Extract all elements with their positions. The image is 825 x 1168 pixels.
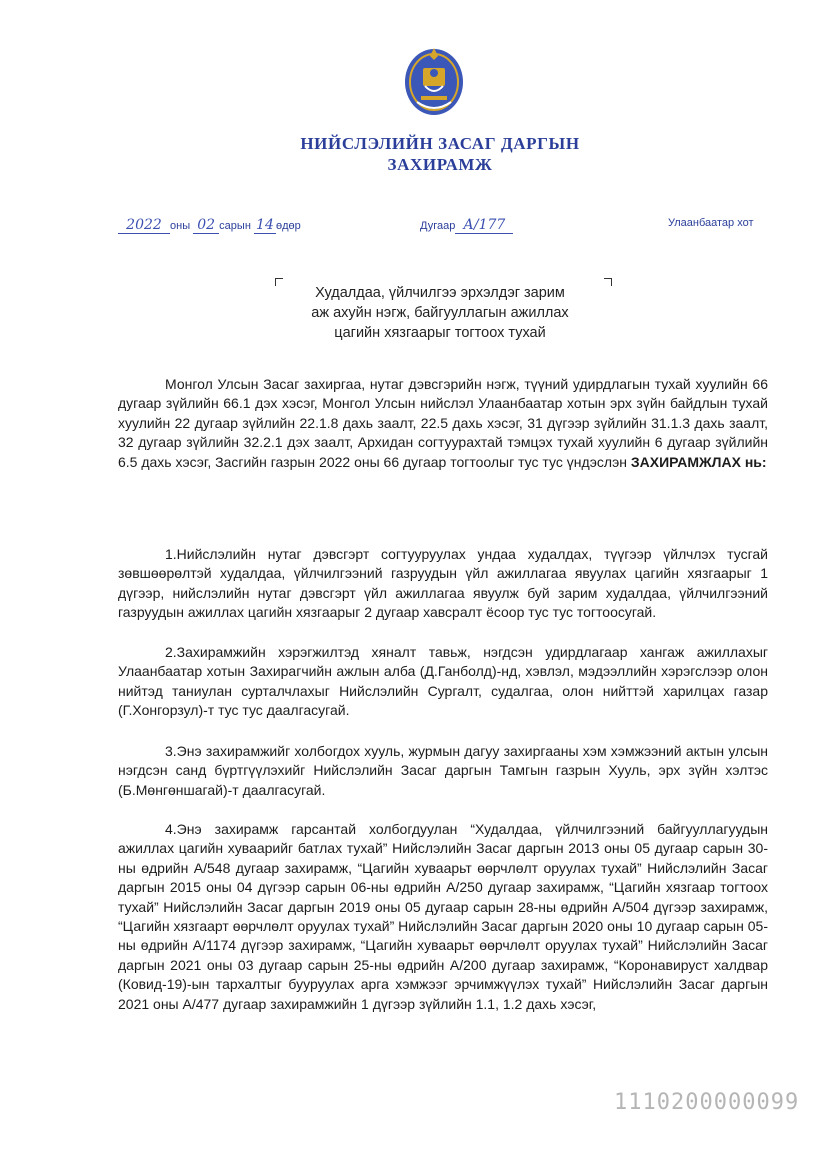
document-serial-number: 1110200000099 [614,1090,800,1115]
clause-3-paragraph: 3.Энэ захирамжийг холбогдох хууль, журмын дагуу захиргааны хэм хэмжээний актын улсын нэгдсэн санд бүртгүүлэхийг Нийслэлийн Засаг даргын Тамгын газрын Хууль, эрх зүйн хэлтэс (Б.Мөнгөншагай)-т даалгасугай. [118,743,768,798]
subject-line2: аж ахуйн нэгж, байгууллагын ажиллах [311,305,569,321]
date-day-suffix: өдөр [275,220,301,232]
clause-4-paragraph: 4.Энэ захирамж гарсантай холбогдуулан “Худалдаа, үйлчилгээний байгууллагуудын ажиллах цагийн хуваарийг батлах тухай” Нийслэлийн Засаг даргын 2013 оны 05 дугаар сарын 30-ны өдрийн А/548 дугаар захирамж, “Цагийн хуваарьт өөрчлөлт оруулах тухай” Нийслэлийн Засаг даргын 2015 оны 04 дүгээр сарын 06-ны өдрийн А/250 дугаар захирамж, “Цагийн хязгаар тогтоох тухай” Нийслэлийн Засаг даргын 2019 оны 05 дугаар сарын 28-ны өдрийн А/504 дүгээр захирамж, “Цагийн хязгаарт өөрчлөлт оруулах тухай” Нийслэлийн Засаг даргын 2020 оны 10 дугаар сарын 05-ны өдрийн А/1174 дүгээр захирамж, “Цагийн хуваарьт өөрчлөлт оруулах тухай” Нийслэлийн Засаг даргын 2021 оны 03 дугаар сарын 25-ны өдрийн А/200 дугаар захирамж, “Коронавируст халдвар (Ковид-19)-ын тархалтыг бууруулах арга хэмжээг эрчимжүүлэх тухай” Нийслэлийн Засаг даргын 2021 оны А/477 дугаар захирамжийн 1 дүгээр зүйлийн 1.1, 1.2 дахь хэсэг, [118,821,768,1012]
date-month: 02 [193,217,219,234]
date-month-suffix: сарын [219,220,251,232]
preamble-decree-keyword: ЗАХИРАМЖЛАХ нь: [630,453,767,470]
decree-city: Улаанбаатар хот [668,217,754,229]
header-title-line2: ЗАХИРАМЖ [387,155,493,174]
date-year-suffix: оны [170,220,191,232]
date-day: 14 [254,217,276,234]
preamble-text: Монгол Улсын Засаг захиргаа, нутаг дэвсгэрийн нэгж, түүний удирдлагын тухай хуулийн 66 дугаар зүйлийн 66.1 дэх хэсэг, Монгол Улсын нийслэл Улаанбаатар хотын эрх зүйн байдлын тухай хуулийн 22 дугаар зүйлийн 22.1.8 дахь заалт, 22.5 дахь хэсэг, 31 дүгээр зүйлийн 31.1.3 дахь заалт, 32 дугаар зүйлийн 32.2.1 дэх заалт, Архидан согтуурахтай тэмцэх тухай хуулийн 6 дугаар зүйлийн 6.5 дахь хэсэг, Засгийн газрын 2022 оны 66 дугаар тогтоолыг тус тус үндэслэн [118,376,768,470]
number-value: А/177 [455,217,513,234]
clause-1-paragraph: 1.Нийслэлийн нутаг дэвсгэрт согтууруулах ундаа худалдах, түүгээр үйлчлэх тусгай зөвшөөрөлтэй худалдаа, үйлчилгээний газруудын үйл ажиллагаа явуулах цагийн хязгаарыг 1 дүгээр, нийслэлийн нутаг дэвсгэрт үйл ажиллагаа явуулж буй зарим худалдаа, үйлчилгээний газруудын ажиллах цагийн хязгаарыг 2 дугаар хавсралт ёсоор тус тус тогтоосугай. [118,546,768,621]
date-year: 2022 [118,217,170,234]
header-title-line1: НИЙСЛЭЛИЙН ЗАСАГ ДАРГЫН [300,134,580,153]
decree-subject [230,283,650,343]
decree-date [118,217,301,234]
subject-line1: Худалдаа, үйлчилгээ эрхэлдэг зарим [315,285,565,301]
state-emblem-icon [403,42,465,118]
number-label: Дугаар [420,220,456,232]
preamble-paragraph [118,375,768,472]
decree-number [420,217,513,234]
clause-2-paragraph: 2.Захирамжийн хэрэгжилтэд хяналт тавьж, нэгдсэн удирдлагаар хангаж ажиллахыг Улаанбаатар хотын Захирагчийн ажлын алба (Д.Ганболд)-нд, хэвлэл, мэдээллийн хэрэгслээр олон нийтэд таниулан сурталчлахыг Нийслэлийн Сургалт, судалгаа, олон нийттэй харилцах газар (Г.Хонгорзул)-т тус тус даалгасугай. [118,644,768,719]
subject-line3: цагийн хязгаарыг тогтоох тухай [334,325,546,341]
